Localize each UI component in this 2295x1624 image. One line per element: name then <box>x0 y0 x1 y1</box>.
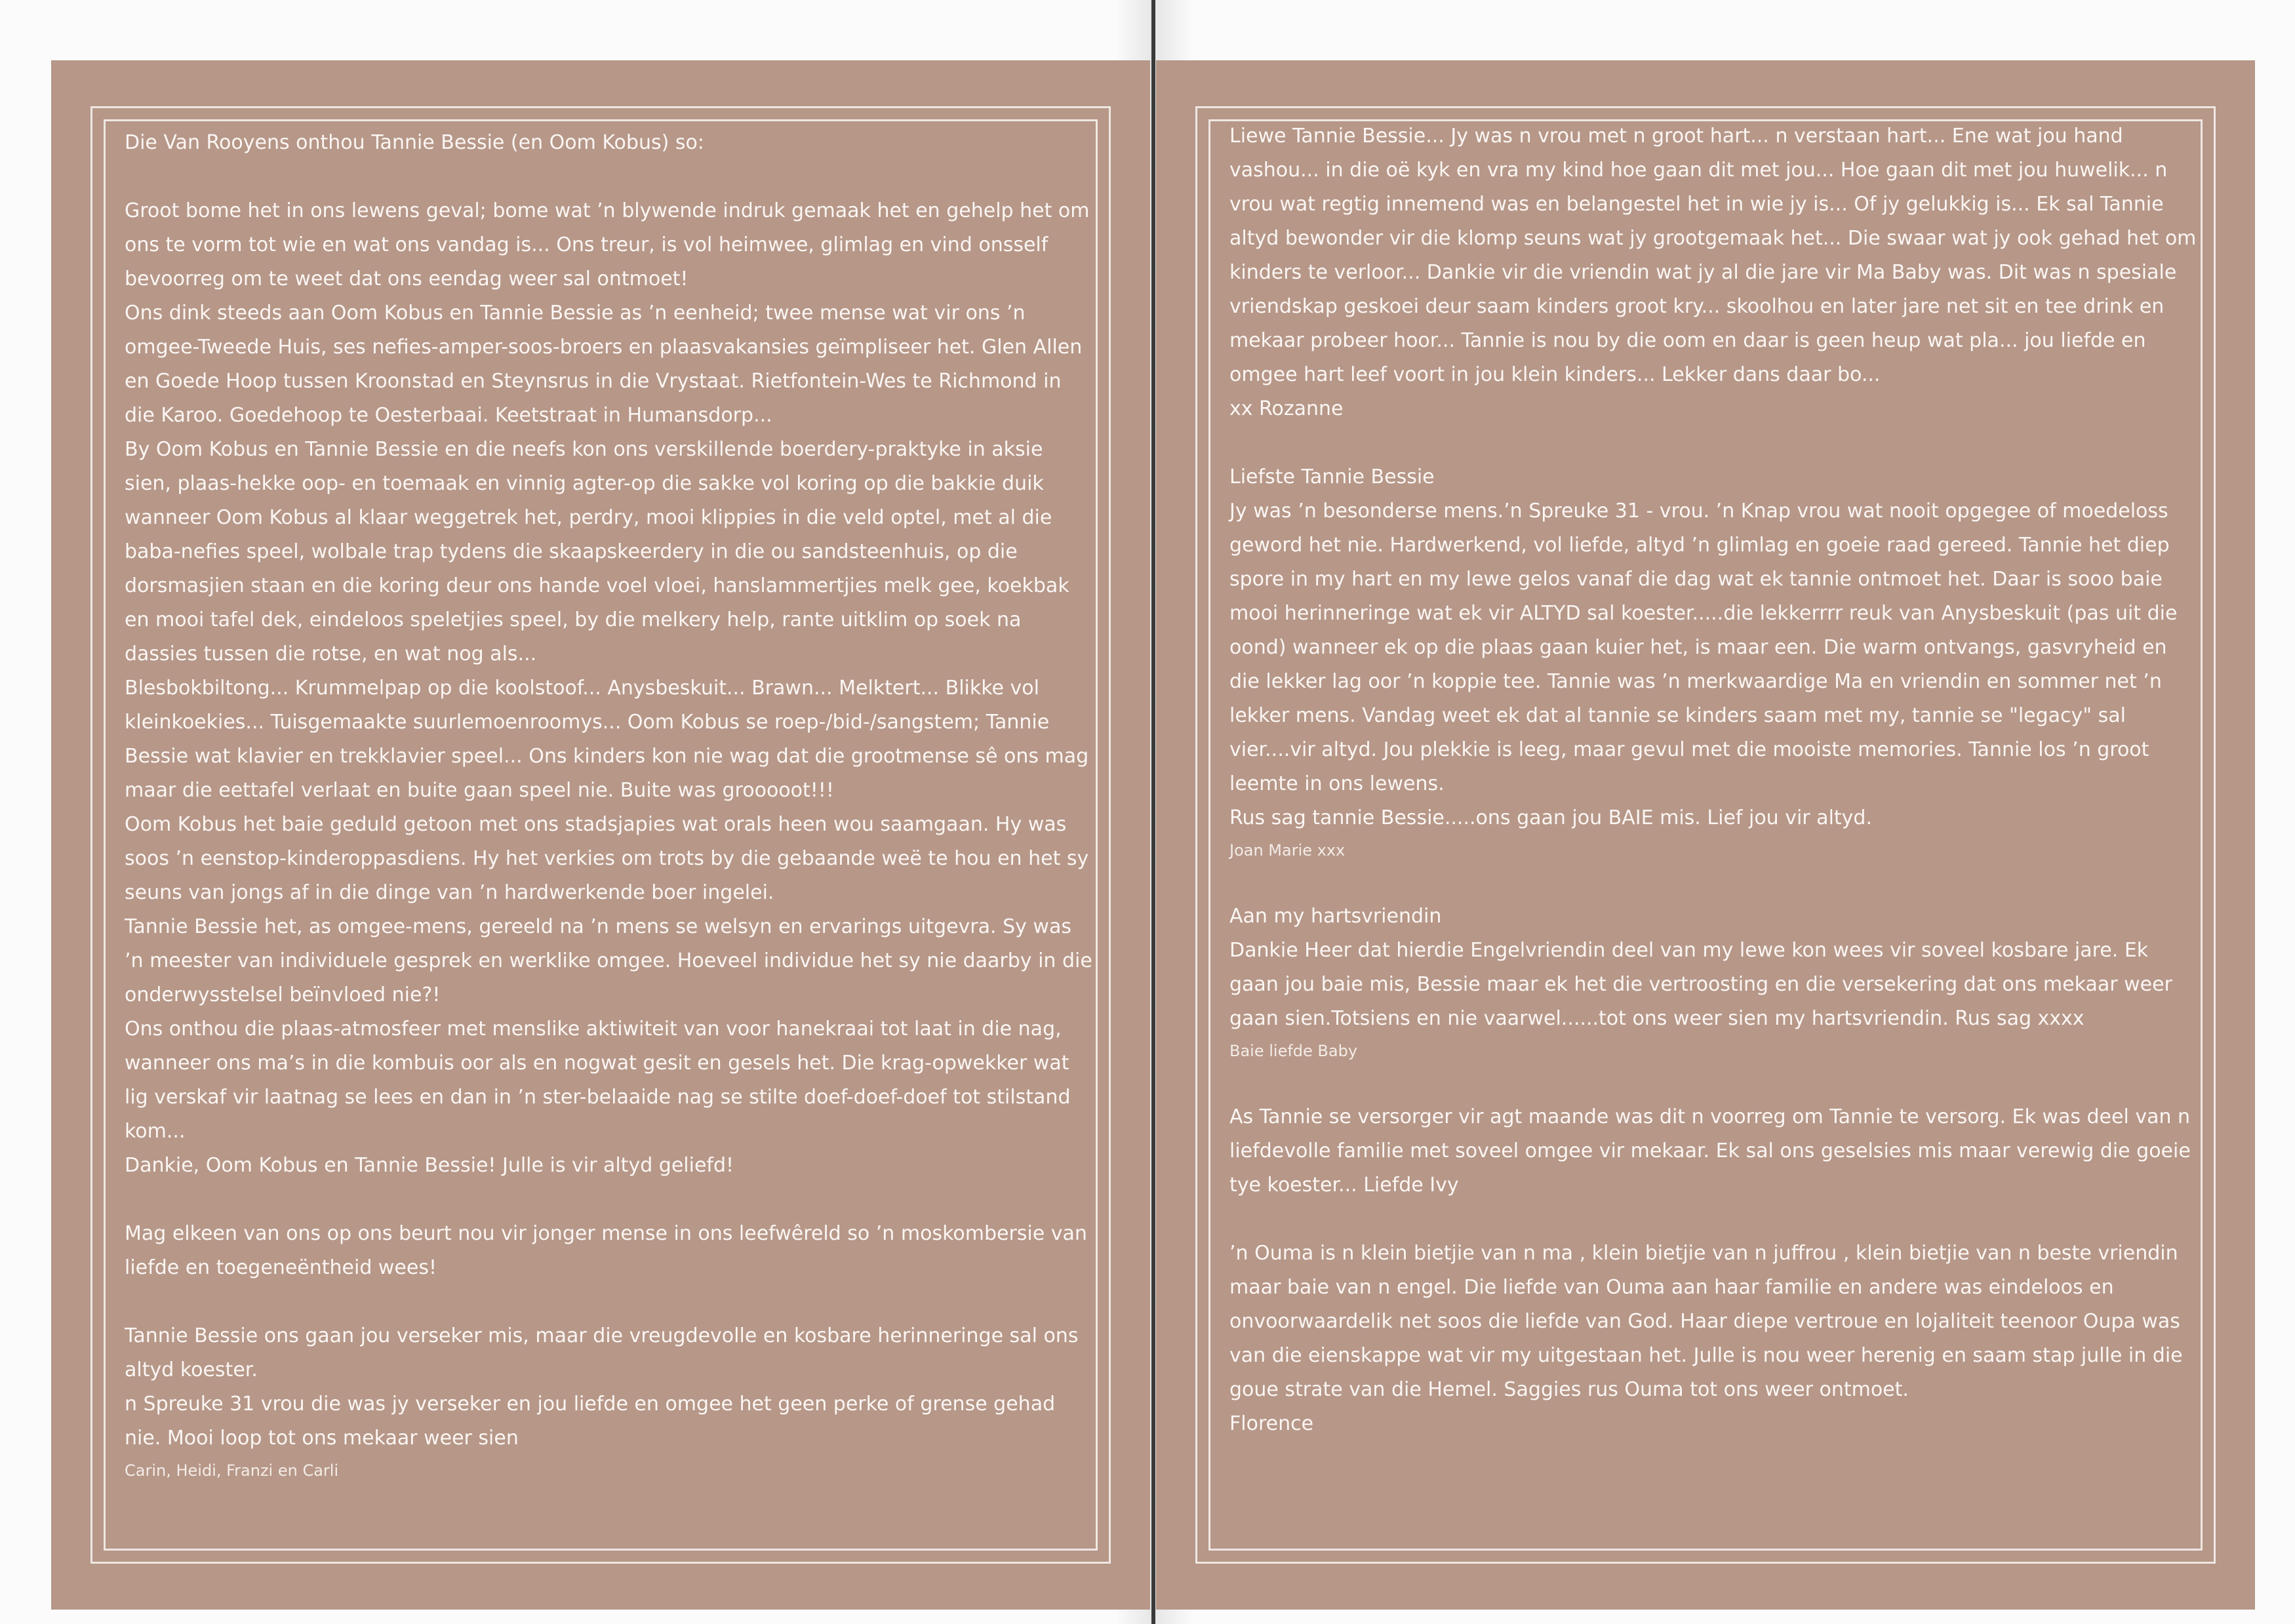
tribute-paragraph: Blesbokbiltong... Krummelpap op die koolstoof... Anysbeskuit... Brawn... Melktert... Blikke vol kleinkoekies... Tuisgemaakte suurlemoenroomys... Oom Kobus se roep-/bid-/sangstem; Tannie Bessie wat klavier en trekklavier speel... Ons kinders kon nie wag dat die grootmense sê ons mag maar die eettafel verlaat en buite gaan speel nie. Buite was grooooot!!! <box>125 677 1089 802</box>
message-heading: Liefste Tannie Bessie <box>1229 465 1435 488</box>
tribute-paragraph: Mag elkeen van ons op ons beurt nou vir jonger mense in ons leefwêreld so ’n moskombersie van liefde en toegeneëntheid wees! <box>125 1222 1087 1279</box>
message-heading: Aan my hartsvriendin <box>1229 905 1442 928</box>
message-signature: Florence <box>1229 1412 1314 1435</box>
tribute-paragraph: Oom Kobus het baie geduld getoon met ons stadsjapies wat orals heen wou saamgaan. Hy was soos ’n eenstop-kinderoppasdiens. Hy het verkies om trots by die gebaande weë te hou en het sy seuns van jongs af in die dinge van ’n hardwerkende boer ingelei. <box>125 813 1089 904</box>
message-text: Dankie Heer dat hierdie Engelvriendin deel van my lewe kon wees vir soveel kosbare jare. Ek gaan jou baie mis, Bessie maar ek het die vertroosting en die versekering dat ons mekaar weer gaan sien.Totsiens en nie vaarwel......tot ons weer sien my hartsvriendin. Rus sag xxxx <box>1229 939 2172 1030</box>
message-signature: Carin, Heidi, Franzi en Carli <box>125 1461 339 1480</box>
message-signature: xx Rozanne <box>1229 397 1344 420</box>
tribute-paragraph: Ons onthou die plaas-atmosfeer met menslike aktiwiteit van voor hanekraai tot laat in die nag, wanneer ons ma’s in die kombuis oor als en nogwat gesit en gesels het. Die krag-opwekker wat lig verskaf vir laatnag se lees en dan in ’n ster-belaaide nag se stilte doef-doef-doef tot stilstand kom... <box>125 1018 1071 1143</box>
left-page <box>51 60 1150 1610</box>
tribute-paragraph: Tannie Bessie het, as omgee-mens, gereeld na ’n mens se welsyn en ervarings uitgevra. Sy was ’n meester van individuele gesprek en werklike omgee. Hoeveel individue het sy nie daarby in die onderwysstelsel beïnvloed nie?! <box>125 915 1092 1006</box>
tribute-paragraph: Dankie, Oom Kobus en Tannie Bessie! Julle is vir altyd geliefd! <box>125 1154 734 1177</box>
message-text: Rus sag tannie Bessie.....ons gaan jou BAIE mis. Lief jou vir altyd. <box>1229 806 1872 829</box>
message-text: Liewe Tannie Bessie... Jy was n vrou met n groot hart... n verstaan hart... Ene wat jou hand vashou... in die oë kyk en vra my kind hoe gaan dit met jou... Hoe gaan dit met jou huwelik... n vrou wat regtig innemend was en belangestel het in wie jy is... Of jy gelukkig is... Ek sal Tannie altyd bewonder vir die klomp seuns wat jy grootgemaak het... Die swaar wat jy ook gehad het om kinders te verloor... Dankie vir die vriendin wat jy al die jare vir Ma Baby was. Dit was n spesiale vriendskap geskoei deur saam kinders groot kry... skoolhou en later jare net sit en tee drink en mekaar probeer hoor... Tannie is nou by die oom en daar is geen heup wat pla... jou liefde en omgee hart leef voort in jou klein kinders... Lekker dans daar bo... <box>1229 125 2197 386</box>
tribute-paragraph: Ons dink steeds aan Oom Kobus en Tannie Bessie as ’n eenheid; twee mense wat vir ons ’n omgee-Tweede Huis, ses nefies-amper-soos-broers en plaasvakansies geïmpliseer het. Glen Allen en Goede Hoop tussen Kroonstad en Steynsrus in die Vrystaat. Rietfontein-Wes te Richmond in die Karoo. Goedehoop te Oesterbaai. Keetstraat in Humansdorp... <box>125 302 1083 427</box>
message-text: Tannie Bessie ons gaan jou verseker mis, maar die vreugdevolle en kosbare herinneringe sal ons altyd koester. <box>125 1324 1079 1381</box>
tribute-paragraph: By Oom Kobus en Tannie Bessie en die neefs kon ons verskillende boerdery-praktyke in aksie sien, plaas-hekke oop- en toemaak en vinnig agter-op die sakke vol koring op die bakkie duik wanneer Oom Kobus al klaar weggetrek het, perdry, mooi klippies in die veld optel, met al die baba-nefies speel, wolbale trap tydens die skaapskeerdery in die ou sandsteenhuis, op die dorsmasjien staan en die koring deur ons hande voel vloei, hanslammertjies melk gee, koekbak en mooi tafel dek, eindeloos speletjies speel, by die melkery help, rante uitklim op soek na dassies tussen die rotse, en wat nog als... <box>125 438 1069 665</box>
message-text: As Tannie se versorger vir agt maande was dit n voorreg om Tannie te versorg. Ek was deel van n liefdevolle familie met soveel omgee vir mekaar. Ek sal ons geselsies mis maar verewig die goeie tye koester... Liefde Ivy <box>1229 1105 2191 1197</box>
message-signature: Baie liefde Baby <box>1229 1042 1358 1060</box>
right-page <box>1156 60 2255 1610</box>
tribute-paragraph: Groot bome het in ons lewens geval; bome wat ’n blywende indruk gemaak het en gehelp het om ons te vorm tot wie en wat ons vandag is... Ons treur, is vol heimwee, glimlag en vind onsself bevoorreg om te weet dat ons eendag weer sal ontmoet! <box>125 199 1090 290</box>
book-spine <box>1151 0 1155 1624</box>
left-page-text <box>125 126 1095 1486</box>
message-text: n Spreuke 31 vrou die was jy verseker en jou liefde en omgee het geen perke of grense gehad nie. Mooi loop tot ons mekaar weer sien <box>125 1393 1056 1450</box>
message-signature: Joan Marie xxx <box>1229 841 1346 860</box>
message-text: ’n Ouma is n klein bietjie van n ma , klein bietjie van n juffrou , klein bietjie van n beste vriendin maar baie van n engel. Die liefde van Ouma aan haar familie en andere was eindeloos en onvoorwaardelik net soos die liefde van God. Haar diepe vertroue en lojaliteit teenoor Oupa was van die eienskappe wat vir my uitgestaan het. Julle is nou weer herenig en saam stap julle in die goue strate van die Hemel. Saggies rus Ouma tot ons weer ontmoet. <box>1229 1242 2183 1401</box>
message-text: Jy was ’n besonderse mens.’n Spreuke 31 - vrou. ’n Knap vrou wat nooit opgegee of moedeloss geword het nie. Hardwerkend, vol liefde, altyd ’n glimlag en goeie raad gereed. Tannie het diep spore in my hart en my lewe gelos vanaf die dag wat ek tannie ontmoet het. Daar is sooo baie mooi herinneringe wat ek vir ALTYD sal koester.....die lekkerrrr reuk van Anysbeskuit (pas uit die oond) wanneer ek op die plaas gaan kuier het, is maar een. Die warm ontvangs, gasvryheid en die lekker lag oor ’n koppie tee. Tannie was ’n merkwaardige Ma en vriendin en sommer net ’n lekker mens. Vandag weet ek dat al tannie se kinders saam met my, tannie se "legacy" sal vier....vir altyd. Jou plekkie is leeg, maar gevul met die mooiste memories. Tannie los ’n groot leemte in ons lewens. <box>1229 500 2178 795</box>
right-page-text <box>1229 119 2200 1441</box>
tribute-intro: Die Van Rooyens onthou Tannie Bessie (en Oom Kobus) so: <box>125 131 704 154</box>
